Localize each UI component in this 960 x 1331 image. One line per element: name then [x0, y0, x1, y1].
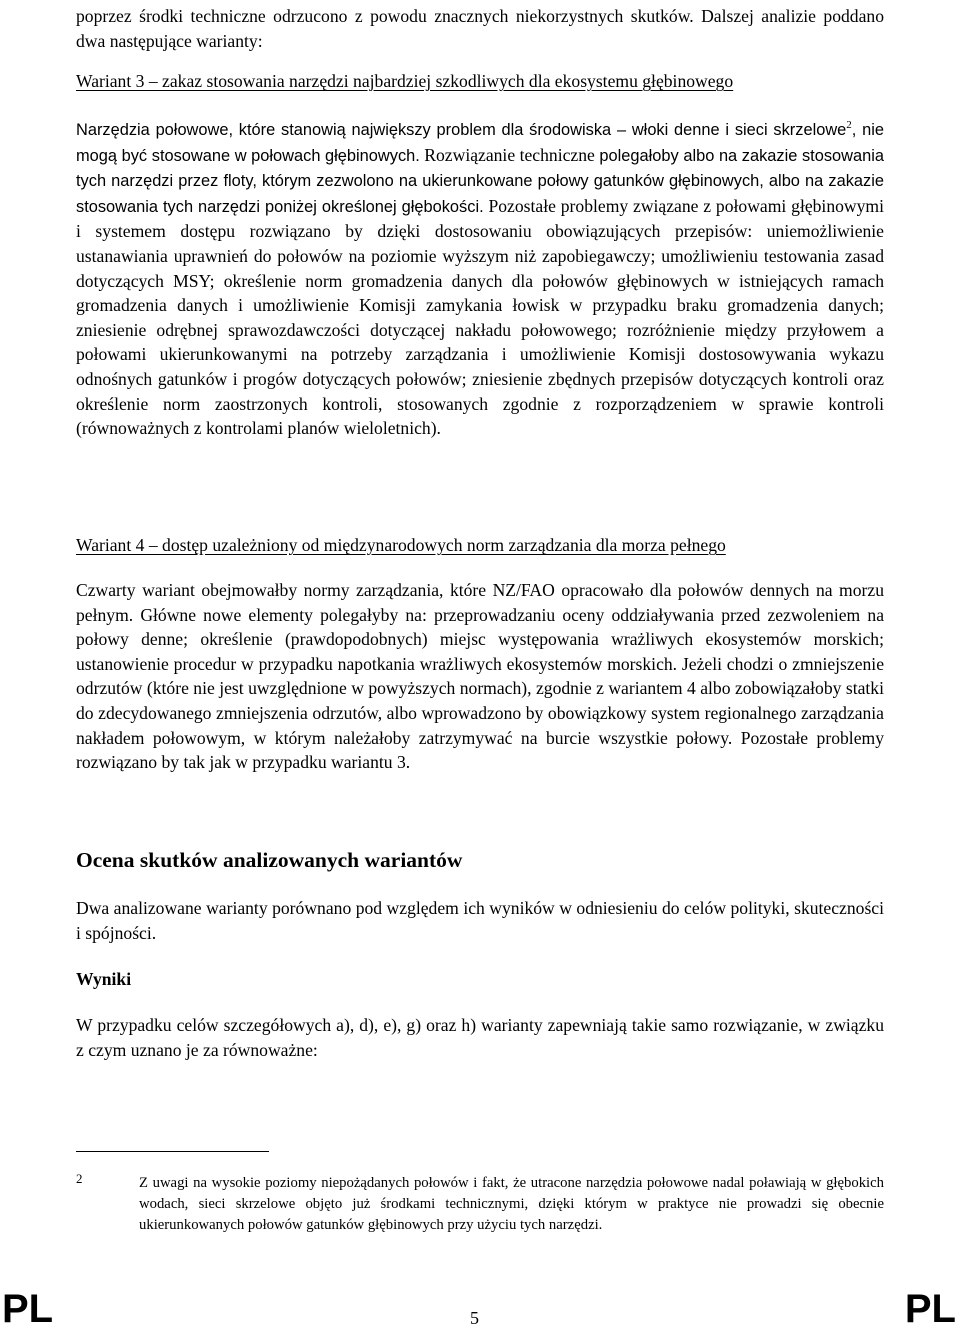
wariant-3-heading-text: Wariant 3 – zakaz stosowania narzędzi najbardziej szkodliwych dla ekosystemu głębinowego — [76, 71, 734, 91]
footnote-reference: 2 — [846, 119, 852, 132]
page-number: 5 — [470, 1308, 479, 1328]
wariant-3-paragraph — [76, 117, 884, 441]
ocena-paragraph: Dwa analizowane warianty porównano pod względem ich wyników w odniesieniu do celów polityki, skuteczności i spójności. — [76, 898, 884, 943]
wyniki-heading: Wyniki — [76, 969, 132, 989]
intro-paragraph: poprzez środki techniczne odrzucono z powodu znacznych niekorzystnych skutków. Dalszej analizie poddano dwa następujące warianty: — [76, 6, 884, 51]
wariant-4-heading — [76, 533, 726, 558]
footer-language-left: PL — [2, 1287, 54, 1331]
wariant-3-text-d: polegałoby albo na zakazie stosowania tych narzędzi przez floty, którym zezwolono na ukierunkowane połowy gatunków głębinowych, albo na zakazie stosowania tych narzędzi poniżej określonej głębokości. — [76, 146, 884, 216]
ocena-heading: Ocena skutków analizowanych wariantów — [76, 848, 463, 872]
wariant-3-heading — [76, 69, 733, 94]
wariant-3-text-a: Narzędzia połowowe, które stanowią największy problem dla środowiska – włoki denne i sieci skrzelowe — [76, 121, 847, 139]
wariant-4-paragraph: Czwarty wariant obejmowałby normy zarządzania, które NZ/FAO opracowało dla połowów dennych na morzu pełnym. Główne nowe elementy polegałyby na: przeprowadzaniu oceny oddziaływania przed zezwoleniem na połowy denne; określenie (prawdopodobnych) miejsc występowania wrażliwych ekosystemów morskich; ustanowienie procedur w przypadku napotkania wrażliwych ekosystemów morskich. Jeżeli chodzi o zmniejszenie odrzutów (które nie jest uwzględnione w powyższych normach), zgodnie z wariantem 4 albo zobowiązałoby statki do zdecydowanego zmniejszenia odrzutów, albo wprowadzono by obowiązkowy system regionalnego zarządzania nakładem połowowym, w którym należałoby zatrzymywać na burcie wszystkie połowy. Pozostałe problemy rozwiązano by tak jak w przypadku wariantu 3. — [76, 580, 884, 773]
wariant-3-text-b: , nie mogą być stosowane w połowach głębinowych. — [76, 121, 884, 165]
wariant-3-text-c: Rozwiązanie techniczne — [419, 144, 595, 165]
footnote-separator — [76, 1151, 269, 1152]
footnote-text: Z uwagi na wysokie poziomy niepożądanych połowów i fakt, że utracone narzędzia połowowe nadal poławiają w głębokich wodach, sieci skrzelowe objęto już środkami technicznymi, dzięki którym w praktyce nie prowadzi się obecnie ukierunkowanych połowów gatunków głębinowych przy użyciu tych narzędzi. — [139, 1175, 884, 1233]
footer-language-right: PL — [904, 1287, 956, 1331]
wyniki-paragraph: W przypadku celów szczegółowych a), d), e), g) oraz h) warianty zapewniają takie samo rozwiązanie, w związku z czym uznano je za równoważne: — [76, 1015, 884, 1060]
wariant-3-text-e: Pozostałe problemy związane z połowami głębinowymi i systemem dostępu rozwiązano by dzięki dostosowaniu obowiązujących przepisów: uniemożliwienie ustanawiania uprawnień do połowów na poziomie wyższym niż zapobiegawczy; umożliwieniu testowania zasad dotyczących MSY; określenie norm gromadzenia danych dla połowów głębinowych w istniejących ramach gromadzenia danych i umożliwienie Komisji zamykania łowisk w przypadku braku gromadzenia danych; zniesienie odrębnej sprawozdawczości dotyczącej nakładu połowowego; rozróżnienie między przyłowem a połowami ukierunkowanymi na potrzeby zarządzania i umożliwienie Komisji dostosowywania wykazu odnośnych gatunków i progów dotyczących połowów; zniesienie zbędnych przepisów dotyczących kontroli oraz określenie norm zaostrzonych kontroli, stosowanych zgodnie z rozporządzeniem w sprawie kontroli (równoważnych z kontrolami planów wieloletnich). — [76, 195, 884, 439]
wariant-4-heading-text: Wariant 4 – dostęp uzależniony od międzynarodowych norm zarządzania dla morza pełnego — [76, 535, 726, 555]
footnote-number: 2 — [76, 1171, 83, 1186]
